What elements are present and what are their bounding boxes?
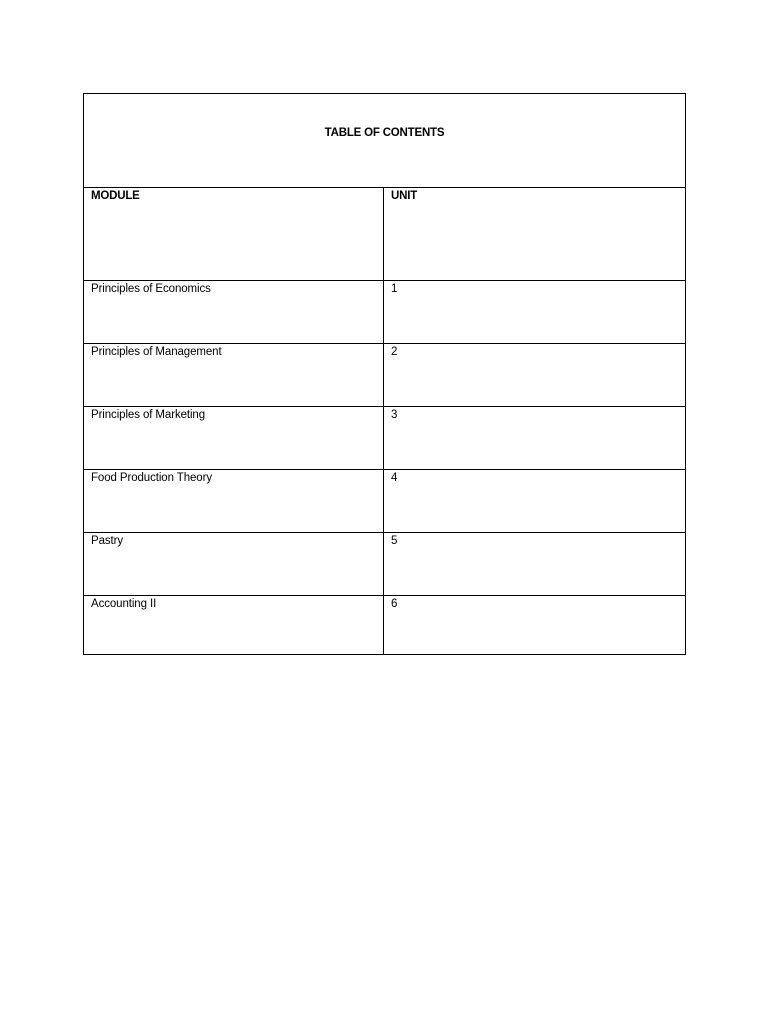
unit-cell — [384, 281, 686, 344]
table-of-contents — [83, 93, 686, 655]
module-name: Pastry — [91, 535, 123, 547]
unit-cell — [384, 407, 686, 470]
unit-header: UNIT — [391, 190, 418, 202]
module-cell — [84, 533, 384, 596]
table-row — [84, 281, 686, 344]
table-row — [84, 344, 686, 407]
unit-number: 2 — [391, 346, 398, 358]
table-title: TABLE OF CONTENTS — [324, 127, 445, 139]
module-header-cell — [84, 188, 384, 281]
unit-number: 4 — [391, 472, 398, 484]
unit-cell — [384, 344, 686, 407]
header-row — [84, 188, 686, 281]
module-cell — [84, 596, 384, 655]
module-cell — [84, 281, 384, 344]
module-cell — [84, 344, 384, 407]
module-name: Principles of Management — [91, 346, 222, 358]
module-header: MODULE — [91, 190, 140, 202]
title-row — [84, 94, 686, 188]
unit-cell — [384, 470, 686, 533]
unit-cell — [384, 596, 686, 655]
module-cell — [84, 470, 384, 533]
table-row — [84, 533, 686, 596]
module-name: Principles of Marketing — [91, 409, 206, 421]
module-name: Principles of Economics — [91, 283, 211, 295]
module-name: Food Production Theory — [91, 472, 212, 484]
unit-number: 6 — [391, 598, 398, 610]
unit-cell — [384, 533, 686, 596]
unit-number: 5 — [391, 535, 398, 547]
unit-number: 1 — [391, 283, 398, 295]
table-row — [84, 407, 686, 470]
module-cell — [84, 407, 384, 470]
title-cell — [84, 94, 686, 188]
module-name: Accounting II — [91, 598, 157, 610]
unit-header-cell — [384, 188, 686, 281]
table-row — [84, 596, 686, 655]
table-row — [84, 470, 686, 533]
unit-number: 3 — [391, 409, 398, 421]
